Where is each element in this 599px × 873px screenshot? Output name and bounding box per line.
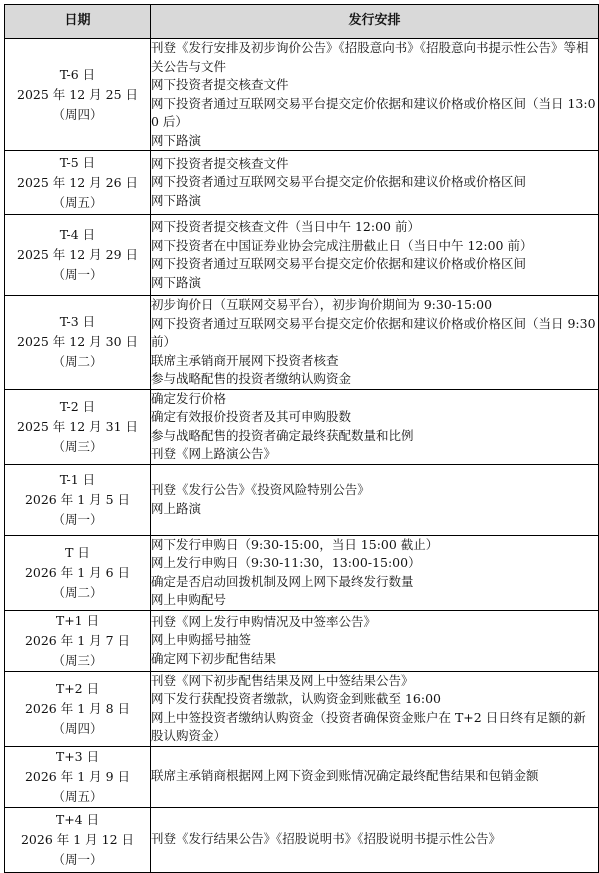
plan-item: 刊登《网上路演公告》 [151,446,277,461]
plan-column-header: 发行安排 [151,5,599,39]
calendar-date: 2025 年 12 月 25 日 [17,86,138,102]
calendar-date: 2026 年 1 月 5 日 [24,491,131,507]
date-cell [5,610,151,671]
table-row [5,215,599,296]
plan-cell [151,39,599,151]
weekday-label: （周五） [52,194,103,210]
calendar-date: 2026 年 1 月 9 日 [24,768,131,784]
plan-cell [151,151,599,215]
plan-item: 网下投资者通过互联网交易平台提交定价依据和建议价格或价格区间（当日 13:00 后） [151,95,596,129]
table-row [5,671,599,746]
schedule-body [5,39,599,873]
plan-item: 网下投资者通过互联网交易平台提交定价依据和建议价格或价格区间 [151,256,527,271]
calendar-date: 2026 年 1 月 8 日 [24,700,131,716]
plan-item: 网下发行申购日（9:30-15:00，当日 15:00 截止） [151,536,439,552]
calendar-date: 2025 年 12 月 29 日 [17,247,138,262]
date-column-header: 日期 [5,5,151,39]
calendar-date: 2025 年 12 月 26 日 [17,174,138,190]
plan-item: 网下投资者提交核查文件 [151,77,289,92]
table-row [5,39,599,151]
calendar-date: 2025 年 12 月 31 日 [17,418,138,434]
weekday-label: （周三） [52,652,103,668]
weekday-label: （周二） [52,584,103,600]
calendar-date: 2026 年 1 月 7 日 [24,632,131,648]
plan-item: 网下投资者通过互联网交易平台提交定价依据和建议价格或价格区间（当日 9:30 前） [151,315,596,349]
plan-item: 刊登《发行安排及初步询价公告》《招股意向书》《招股意向书提示性公告》等相关公告与文件 [151,40,589,74]
date-cell [5,39,151,151]
trading-day-label: T-4 日 [59,227,96,242]
plan-item: 网上申购摇号抽签 [151,632,252,648]
trading-day-label: T-2 日 [59,398,96,414]
trading-day-label: T 日 [65,544,90,560]
plan-cell [151,464,599,535]
plan-item: 刊登《发行公告》《投资风险特别公告》 [151,482,370,497]
date-cell [5,151,151,215]
plan-cell [151,389,599,464]
plan-cell [151,807,599,872]
plan-item: 参与战略配售的投资者确定最终获配数量和比例 [151,427,414,443]
date-cell [5,671,151,746]
plan-item: 网下路演 [151,274,202,290]
calendar-date: 2026 年 1 月 6 日 [24,564,131,580]
table-row [5,746,599,807]
plan-item: 网上申购配号 [151,592,227,607]
weekday-label: （周五） [52,788,103,804]
table-row [5,296,599,390]
issuance-schedule-table [4,4,599,873]
plan-item: 网下投资者提交核查文件 [151,155,289,171]
weekday-label: （周一） [52,267,103,282]
plan-item: 网上中签投资者缴纳认购资金（投资者确保资金账户在 T+2 日日终有足额的新股认购资金） [151,709,586,743]
plan-item: 网下投资者在中国证券业协会完成注册截止日（当日中午 12:00 前） [151,237,533,253]
date-cell [5,464,151,535]
plan-item: 网下投资者通过互联网交易平台提交定价依据和建议价格或价格区间 [151,174,527,190]
plan-cell [151,535,599,610]
plan-cell [151,746,599,807]
weekday-label: （周三） [52,438,103,454]
table-row [5,464,599,535]
trading-day-label: T+3 日 [55,748,100,764]
date-cell [5,215,151,296]
plan-item: 网下路演 [151,192,202,208]
date-cell [5,296,151,390]
plan-item: 初步询价日（互联网交易平台），初步询价期间为 9:30-15:00 [151,297,493,312]
plan-item: 网上发行申购日（9:30-11:30，13:00-15:00） [151,555,421,570]
plan-item: 刊登《发行结果公告》《招股说明书》《招股说明书提示性公告》 [151,831,502,847]
trading-day-label: T+4 日 [55,811,100,827]
plan-item: 确定是否启动回拨机制及网上网下最终发行数量 [151,573,414,589]
plan-item: 刊登《网上发行申购情况及中签率公告》 [151,613,377,629]
plan-cell [151,610,599,671]
trading-day-label: T-3 日 [59,314,96,330]
plan-item: 参与战略配售的投资者缴纳认购资金 [151,371,352,386]
calendar-date: 2026 年 1 月 12 日 [20,831,135,847]
trading-day-label: T-1 日 [59,471,96,487]
calendar-date: 2025 年 12 月 30 日 [17,334,138,350]
plan-cell [151,671,599,746]
weekday-label: （周二） [52,354,103,370]
date-cell [5,746,151,807]
plan-item: 刊登《网下初步配售结果及网上中签结果公告》 [151,672,414,688]
plan-item: 确定发行价格 [151,390,227,406]
plan-item: 网下投资者提交核查文件（当日中午 12:00 前） [151,219,420,234]
plan-cell [151,215,599,296]
table-row [5,389,599,464]
date-cell [5,389,151,464]
plan-item: 联席主承销商开展网下投资者核查 [151,352,339,368]
plan-item: 网下路演 [151,132,202,148]
table-row [5,535,599,610]
date-cell [5,535,151,610]
plan-cell [151,296,599,390]
plan-item: 网上路演 [151,500,202,516]
trading-day-label: T-6 日 [59,66,96,82]
weekday-label: （周一） [52,511,103,527]
table-row [5,610,599,671]
plan-item: 确定网下初步配售结果 [151,650,277,666]
trading-day-label: T+2 日 [55,680,100,696]
table-row [5,807,599,872]
plan-item: 联席主承销商根据网上网下资金到账情况确定最终配售结果和包销金额 [151,768,539,784]
trading-day-label: T+1 日 [55,612,100,628]
weekday-label: （周一） [52,851,103,867]
plan-item: 确定有效报价投资者及其可申购股数 [151,409,352,424]
trading-day-label: T-5 日 [59,154,96,170]
table-row [5,151,599,215]
table-header-row [5,5,599,39]
date-cell [5,807,151,872]
weekday-label: （周四） [52,106,103,122]
weekday-label: （周四） [52,720,103,736]
plan-item: 网下发行获配投资者缴款，认购资金到账截至 16:00 [151,691,441,706]
